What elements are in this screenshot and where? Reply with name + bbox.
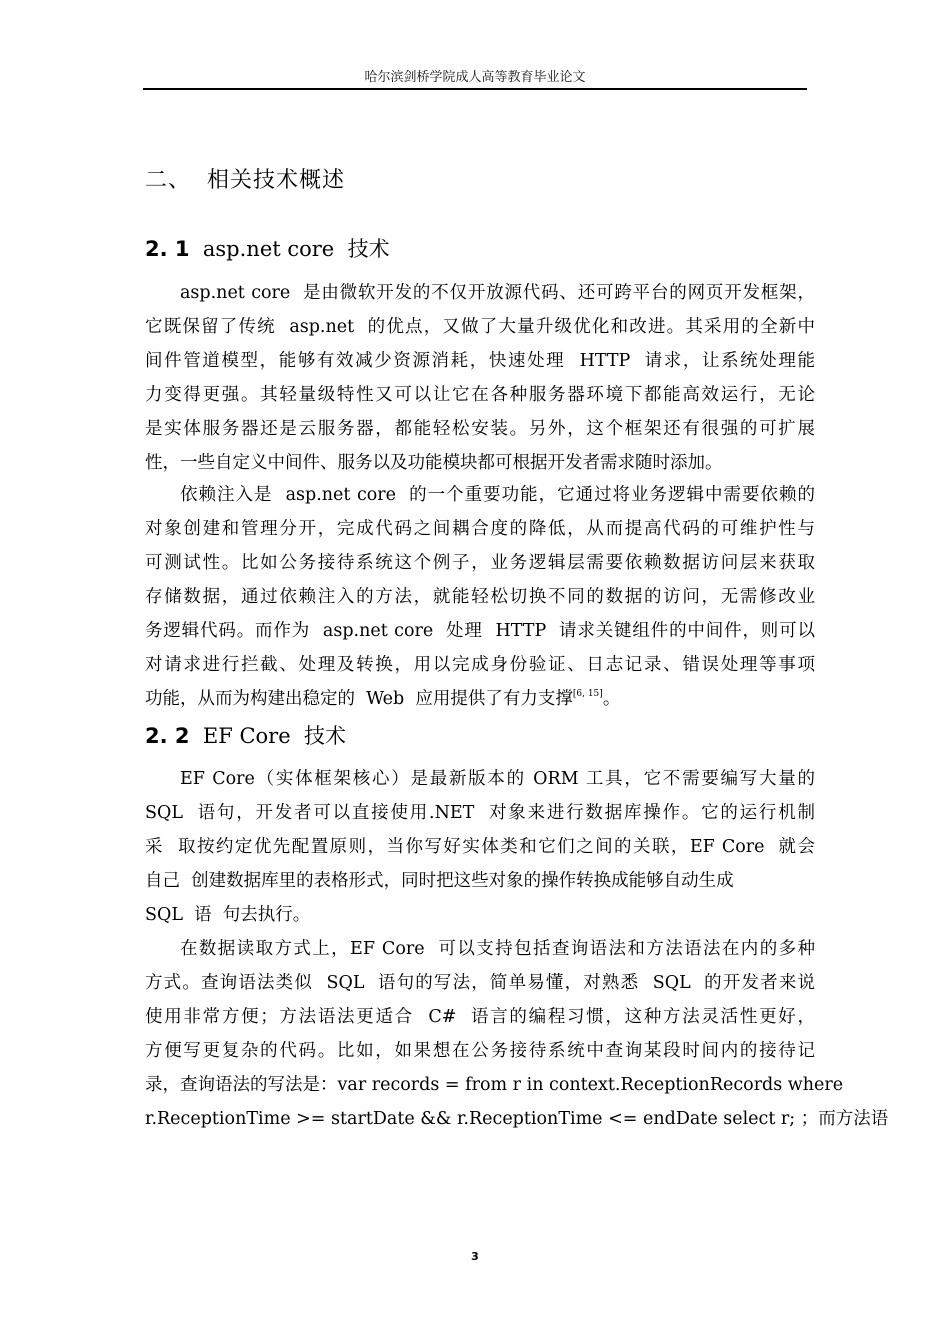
text-line: EF Core（实体框架核心）是最新版本的 ORM 工具，它不需要编写大量的 [180,769,815,789]
header-rule [143,88,807,90]
section-title-cn: 技术 [347,237,390,261]
text-line: 方式。查询语法类似 SQL 语句的写法，简单易懂，对熟悉 SQL 的开发者来说 [145,973,815,993]
paragraph-2-1-b [145,478,815,716]
text-line: 存储数据，通过依赖注入的方法，就能轻松切换不同的数据的访问，无需修改业 [145,587,815,607]
sentence-end: 。 [602,689,621,709]
text-line: r.ReceptionTime >= startDate && r.ReceptionTime <= endDate select r; ；而方法语 [145,1109,889,1129]
text-line: 依赖注入是 asp.net core 的一个重要功能，它通过将业务逻辑中需要依赖的 [180,485,815,505]
text-line: 务逻辑代码。而作为 asp.net core 处理 HTTP 请求关键组件的中间件，则可以 [145,621,815,641]
text-line-content: 功能，从而为构建出稳定的 Web 应用提供了有力支撑 [145,689,573,709]
text-line: 力变得更强。其轻量级特性又可以让它在各种服务器环境下都能高效运行，无论 [145,385,815,405]
section-number: 2. 1 [145,237,190,261]
section-title-latin: asp.net core [202,237,335,261]
text-line: 在数据读取方式上，EF Core 可以支持包括查询语法和方法语法在内的多种 [180,939,815,959]
text-line: 方便写更复杂的代码。比如，如果想在公务接待系统中查询某段时间内的接待记 [145,1041,815,1061]
page-number: 3 [471,1250,479,1263]
section-number: 2. 2 [145,724,190,748]
text-line: 它既保留了传统 asp.net 的优点，又做了大量升级优化和改进。其采用的全新中 [145,317,815,337]
text-line: SQL 语 句去执行。 [145,905,311,925]
text-line: 可测试性。比如公务接待系统这个例子，业务逻辑层需要依赖数据访问层来获取 [145,553,815,573]
paragraph-2-1-a [145,276,815,480]
text-line: 录，查询语法的写法是：var records = from r in context.ReceptionRecords where [145,1075,844,1095]
text-line: 间件管道模型，能够有效减少资源消耗，快速处理 HTTP 请求，让系统处理能 [145,351,815,371]
text-line: asp.net core 是由微软开发的不仅开放源代码、还可跨平台的网页开发框架， [180,283,815,303]
page-header-title: 哈尔滨剑桥学院成人高等教育毕业论文 [364,70,586,85]
text-line: 对请求进行拦截、处理及转换，用以完成身份验证、日志记录、错误处理等事项 [145,655,815,675]
section-title-latin: EF Core [202,724,291,748]
section-title-cn: 技术 [304,724,346,748]
section-heading-2-2 [145,720,346,750]
text-line [145,682,815,716]
paragraph-2-2-b [145,932,889,1136]
text-line: 自己 创建数据库里的表格形式，同时把这些对象的操作转换成能够自动生成 [145,871,734,891]
chapter-title: 二、 相关技术概述 [145,168,345,193]
text-line: 采 取按约定优先配置原则，当你写好实体类和它们之间的关联，EF Core 就会 [145,837,815,857]
text-line: 对象创建和管理分开，完成代码之间耦合度的降低，从而提高代码的可维护性与 [145,519,815,539]
text-line: 使用非常方便；方法语法更适合 C# 语言的编程习惯，这种方法灵活性更好， [145,1007,815,1027]
citation-reference: [6, 15] [572,689,603,699]
section-heading-2-1 [145,233,390,263]
text-line: 性，一些自定义中间件、服务以及功能模块都可根据开发者需求随时添加。 [145,453,723,473]
text-line: SQL 语句，开发者可以直接使用.NET 对象来进行数据库操作。它的运行机制 [145,803,815,823]
paragraph-2-2-a [145,762,815,932]
text-line: 是实体服务器还是云服务器，都能轻松安装。另外，这个框架还有很强的可扩展 [145,419,815,439]
